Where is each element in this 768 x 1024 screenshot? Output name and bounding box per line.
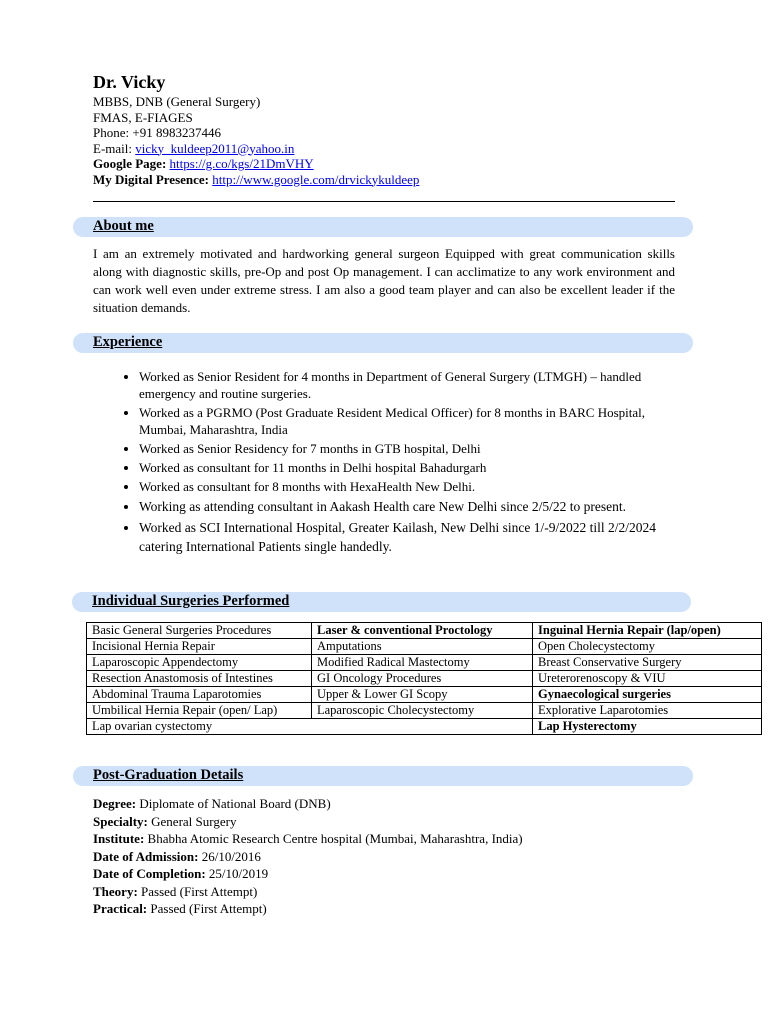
surgeries-title: Individual Surgeries Performed bbox=[92, 593, 290, 609]
table-cell: Laparoscopic Appendectomy bbox=[87, 655, 312, 671]
admission-label: Date of Admission: bbox=[93, 848, 199, 864]
table-cell: Basic General Surgeries Procedures bbox=[87, 623, 312, 639]
about-text: I am an extremely motivated and hardworking general surgeon Equipped with great communication skills along with diagnostic skills, pre-Op and post Op management. I can acclimatize to any work environment and can work well even under extreme stress. I am also a good team player and can also be excellent leader if the situation demands. bbox=[93, 246, 675, 315]
postgrad-section-header bbox=[73, 766, 693, 786]
completion-value: 25/10/2019 bbox=[205, 866, 269, 881]
email-line bbox=[93, 141, 419, 157]
table-cell: GI Oncology Procedures bbox=[312, 671, 533, 687]
about-section-header bbox=[73, 217, 693, 237]
experience-item: • Worked as SCI International Hospital, Greater Kailash, New Delhi since 1/-9/2022 till 2/2/2024 catering International Patients single handedly. bbox=[139, 518, 679, 558]
table-cell: Incisional Hernia Repair bbox=[87, 639, 312, 655]
experience-item: • Worked as Senior Residency for 7 months in GTB hospital, Delhi bbox=[139, 440, 679, 459]
experience-list bbox=[113, 368, 679, 558]
google-page-line bbox=[93, 156, 419, 172]
postgrad-title: Post-Graduation Details bbox=[93, 767, 244, 783]
admission-value: 26/10/2016 bbox=[198, 848, 261, 864]
table-cell: Explorative Laparotomies bbox=[533, 703, 762, 719]
qualification-line-2: FMAS, E-FIAGES bbox=[93, 109, 193, 125]
about-title: About me bbox=[93, 218, 154, 234]
experience-section-header bbox=[73, 333, 693, 353]
doctor-name: Dr. Vicky bbox=[93, 72, 166, 92]
table-row bbox=[87, 671, 762, 687]
google-page-label: Google Page: bbox=[93, 156, 170, 171]
email-label: E-mail: bbox=[93, 140, 136, 156]
table-cell: Resection Anastomosis of Intestines bbox=[87, 671, 312, 687]
phone-line: Phone: +91 8983237446 bbox=[93, 125, 221, 140]
surgeries-table bbox=[86, 622, 762, 735]
table-cell: Umbilical Hernia Repair (open/ Lap) bbox=[87, 703, 312, 719]
specialty-row bbox=[93, 813, 523, 831]
digital-presence-link[interactable]: http://www.google.com/drvickykuldeep bbox=[212, 171, 420, 187]
experience-item: • Worked as Senior Resident for 4 months in Department of General Surgery (LTMGH) – handled emergency and routine surgeries. bbox=[139, 368, 679, 404]
institute-label: Institute: bbox=[93, 831, 145, 846]
table-cell: Laparoscopic Cholecystectomy bbox=[312, 703, 533, 719]
practical-label: Practical: bbox=[93, 901, 148, 916]
table-cell: Gynaecological surgeries bbox=[533, 687, 762, 703]
practical-value: Passed (First Attempt) bbox=[147, 901, 267, 916]
experience-item: • Working as attending consultant in Aakash Health care New Delhi since 2/5/22 to present. bbox=[139, 497, 679, 518]
specialty-label: Specialty: bbox=[93, 813, 148, 829]
table-row bbox=[87, 687, 762, 703]
table-cell: Inguinal Hernia Repair (lap/open) bbox=[533, 623, 762, 639]
experience-item: • Worked as a PGRMO (Post Graduate Resident Medical Officer) for 8 months in BARC Hospital, Mumbai, Maharashtra, India bbox=[139, 404, 679, 440]
theory-label: Theory: bbox=[93, 883, 138, 899]
header-divider bbox=[93, 201, 675, 202]
table-cell: Lap Hysterectomy bbox=[533, 719, 762, 735]
theory-row bbox=[93, 883, 523, 901]
completion-row bbox=[93, 865, 523, 883]
table-cell: Open Cholecystectomy bbox=[533, 639, 762, 655]
degree-row bbox=[93, 795, 523, 813]
degree-label: Degree: bbox=[93, 796, 137, 811]
digital-presence-line bbox=[93, 172, 419, 188]
institute-value: Bhabha Atomic Research Centre hospital (Mumbai, Maharashtra, India) bbox=[144, 831, 523, 846]
table-cell: Upper & Lower GI Scopy bbox=[312, 687, 533, 703]
table-cell: Breast Conservative Surgery bbox=[533, 655, 762, 671]
theory-value: Passed (First Attempt) bbox=[137, 883, 258, 899]
postgrad-details bbox=[93, 795, 523, 918]
institute-row bbox=[93, 830, 523, 848]
specialty-value: General Surgery bbox=[147, 813, 237, 829]
table-cell: Abdominal Trauma Laparotomies bbox=[87, 687, 312, 703]
experience-item: • Worked as consultant for 11 months in Delhi hospital Bahadurgarh bbox=[139, 459, 679, 478]
google-page-link[interactable]: https://g.co/kgs/21DmVHY bbox=[169, 156, 314, 171]
contact-header bbox=[93, 72, 419, 187]
table-row bbox=[87, 703, 762, 719]
degree-value: Diplomate of National Board (DNB) bbox=[136, 796, 331, 811]
table-row bbox=[87, 639, 762, 655]
table-row bbox=[87, 719, 762, 735]
table-cell: Amputations bbox=[312, 639, 533, 655]
table-cell: Laser & conventional Proctology bbox=[312, 623, 533, 639]
practical-row bbox=[93, 900, 523, 918]
table-row bbox=[87, 655, 762, 671]
admission-row bbox=[93, 848, 523, 866]
digital-presence-label: My Digital Presence: bbox=[93, 171, 213, 187]
qualification-line-1: MBBS, DNB (General Surgery) bbox=[93, 94, 261, 109]
surgeries-section-header bbox=[72, 592, 691, 612]
table-cell: Ureterorenoscopy & VIU bbox=[533, 671, 762, 687]
email-link[interactable]: vicky_kuldeep2011@yahoo.in bbox=[135, 140, 295, 156]
completion-label: Date of Completion: bbox=[93, 866, 206, 881]
experience-item: • Worked as consultant for 8 months with HexaHealth New Delhi. bbox=[139, 478, 679, 497]
experience-title: Experience bbox=[93, 334, 163, 350]
table-row bbox=[87, 623, 762, 639]
table-cell: Lap ovarian cystectomy bbox=[87, 719, 533, 735]
table-cell: Modified Radical Mastectomy bbox=[312, 655, 533, 671]
